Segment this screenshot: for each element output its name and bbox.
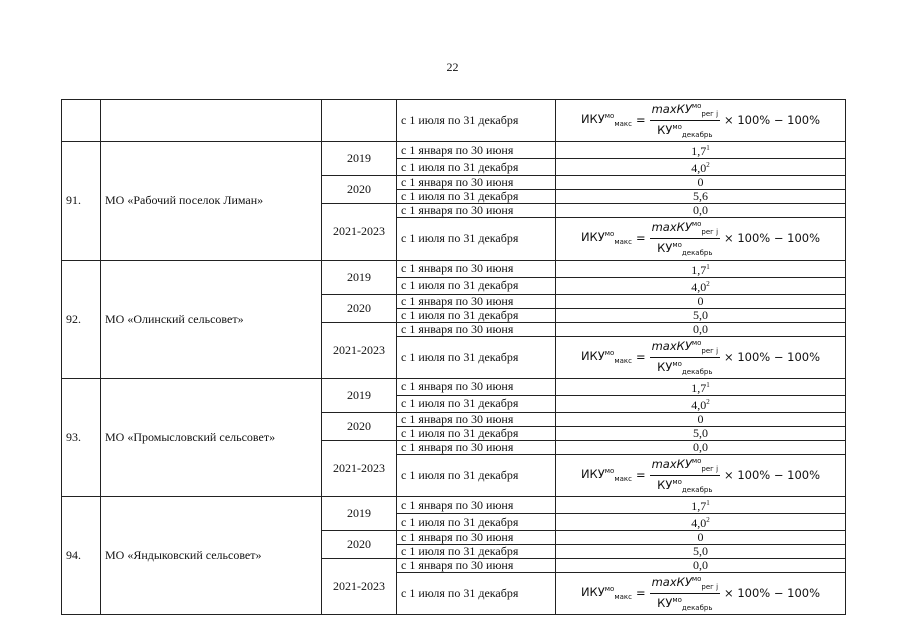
period-cell: с 1 января по 30 июня [397,559,556,573]
year-cell: 2019 [322,260,397,294]
table-row [62,378,846,395]
table-row [62,260,846,277]
index-formula: $ИКУ^{мо}_{макс}$ = $\frac{\max КУ^{мо}_{рег j}}{КУ^{мо}_{декабрь}}$ × 100% − 100% [580,574,821,613]
value-cell: 1,7$^1$ [556,142,846,159]
footnote-marker: 1 [706,499,710,507]
table-row [62,497,846,514]
footnote-marker: 2 [706,516,710,524]
period-cell: с 1 июля по 31 декабря [397,100,556,142]
period-cell: с 1 июля по 31 декабря [397,454,556,496]
value-cell: 1,7$^1$ [556,260,846,277]
value-cell: 5,0 [556,426,846,440]
period-cell: с 1 января по 30 июня [397,412,556,426]
footnote-marker: 2 [706,161,710,170]
value-cell: 4,0$^2$ [556,395,846,412]
period-cell: с 1 июля по 31 декабря [397,277,556,294]
value-cell: 5,0 [556,308,846,322]
footnote-marker: 1 [706,380,710,389]
value-cell: 0 [556,176,846,190]
period-cell: с 1 июля по 31 декабря [397,190,556,204]
year-cell: 2021-2023 [322,440,397,496]
footnote-marker: 1 [706,144,710,153]
value-cell: 0,0 [556,322,846,336]
period-cell: с 1 июля по 31 декабря [397,308,556,322]
period-cell: с 1 июля по 31 декабря [397,426,556,440]
period-cell: с 1 июля по 31 декабря [397,395,556,412]
period-cell: с 1 января по 30 июня [397,531,556,545]
period-cell: с 1 января по 30 июня [397,497,556,514]
table-row [62,142,846,159]
period-cell: с 1 января по 30 июня [397,176,556,190]
value-cell: 5,0 [556,545,846,559]
period-cell: с 1 января по 30 июня [397,294,556,308]
row-number: 92. [62,260,101,378]
value-cell: 5,6 [556,190,846,204]
index-formula: $ИКУ^{мо}_{макс}$ = $\frac{\max КУ^{мо}_{рег j}}{КУ^{мо}_{декабрь}}$ × 100% − 100% [580,338,821,376]
value-cell: 4,0$^2$ [556,277,846,294]
municipality-name: МО «Яндыковский сельсовет» [101,497,322,615]
table-row [62,100,846,142]
municipality-name: МО «Промысловский сельсовет» [101,378,322,496]
value-cell: 1,7$^1$ [556,378,846,395]
index-formula: $ИКУ^{мо}_{макс}$ = $\frac{\max КУ^{мо}_{рег j}}{КУ^{мо}_{декабрь}}$ × 100% − 100% [580,456,821,494]
year-cell [322,100,397,142]
year-cell: 2020 [322,176,397,204]
period-cell: с 1 января по 30 июня [397,204,556,218]
footnote-marker: 1 [706,262,710,271]
value-cell: 0 [556,412,846,426]
value-cell: 4,0$^2$ [556,514,846,531]
value-cell: 1,7$^1$ [556,497,846,514]
year-cell: 2020 [322,294,397,322]
period-cell: с 1 июля по 31 декабря [397,514,556,531]
value-cell: 0 [556,294,846,308]
year-cell: 2019 [322,378,397,412]
formula-cell [556,100,846,142]
index-formula: $ИКУ^{мо}_{макс}$ = $\frac{\max КУ^{мо}_{рег j}}{КУ^{мо}_{декабрь}}$ × 100% − 100% [580,220,821,258]
period-cell: с 1 июля по 31 декабря [397,159,556,176]
footnote-marker: 2 [706,397,710,406]
value-cell: 4,0$^2$ [556,159,846,176]
value-cell: 0,0 [556,440,846,454]
row-number: 91. [62,142,101,260]
period-cell: с 1 января по 30 июня [397,142,556,159]
value-cell: 0 [556,531,846,545]
index-formula: $ИКУ^{мо}_{макс}$ = $\frac{\max КУ^{мо}_{рег j}}{КУ^{мо}_{декабрь}}$ × 100% − 100% [580,101,821,140]
formula-cell [556,336,846,378]
tariff-table [61,99,846,615]
year-cell: 2019 [322,497,397,531]
page-number: 22 [446,60,459,74]
period-cell: с 1 января по 30 июня [397,260,556,277]
row-number: 93. [62,378,101,496]
municipality-name: МО «Олинский сельсовет» [101,260,322,378]
period-cell: с 1 июля по 31 декабря [397,336,556,378]
year-cell: 2021-2023 [322,559,397,615]
year-cell: 2021-2023 [322,322,397,378]
formula-cell [556,454,846,496]
year-cell: 2020 [322,412,397,440]
municipality-name: МО «Рабочий поселок Лиман» [101,142,322,260]
period-cell: с 1 июля по 31 декабря [397,218,556,260]
year-cell: 2021-2023 [322,204,397,260]
number-cell [62,100,101,142]
footnote-marker: 2 [706,279,710,288]
municipality-cell [101,100,322,142]
year-cell: 2020 [322,531,397,559]
value-cell: 0,0 [556,559,846,573]
year-cell: 2019 [322,142,397,176]
period-cell: с 1 июля по 31 декабря [397,573,556,615]
value-cell: 0,0 [556,204,846,218]
period-cell: с 1 января по 30 июня [397,378,556,395]
formula-cell [556,573,846,615]
period-cell: с 1 января по 30 июня [397,440,556,454]
period-cell: с 1 января по 30 июня [397,322,556,336]
period-cell: с 1 июля по 31 декабря [397,545,556,559]
row-number: 94. [62,497,101,615]
formula-cell [556,218,846,260]
